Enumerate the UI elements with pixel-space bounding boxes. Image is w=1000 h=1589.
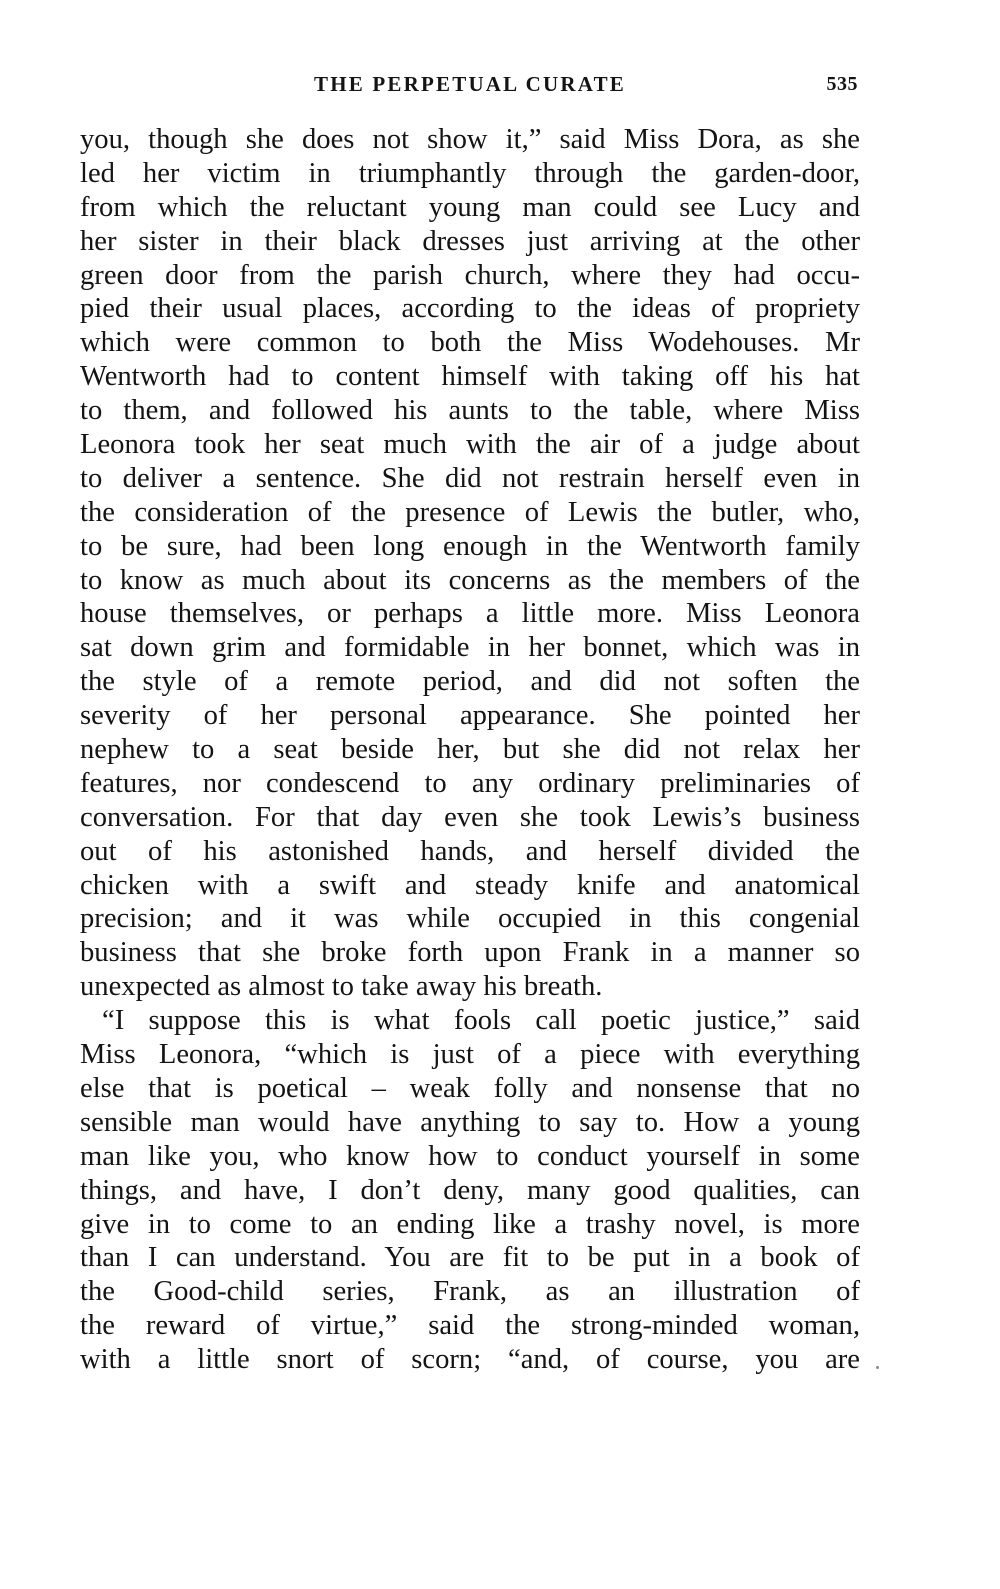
text-line: precision; and it was while occupied in this congenial (80, 903, 860, 935)
text-line: give in to come to an ending like a trashy novel, is more (80, 1208, 860, 1240)
text-line: conversation. For that day even she took Lewis’s business (80, 801, 860, 833)
text-line: the style of a remote period, and did not soften the (80, 666, 860, 698)
text-line: the Good-child series, Frank, as an illustration of (80, 1276, 860, 1308)
text-line: business that she broke forth upon Frank in a manner so (80, 937, 860, 969)
text-line: else that is poetical – weak folly and nonsense that no (80, 1072, 860, 1104)
text-line: severity of her personal appearance. She pointed her (80, 700, 860, 732)
text-line: green door from the parish church, where they had occu- (80, 259, 860, 291)
text-line: you, though she does not show it,” said Miss Dora, as she (80, 124, 860, 155)
text-line: sensible man would have anything to say to. How a young (80, 1106, 860, 1138)
text-line: out of his astonished hands, and herself divided the (80, 835, 860, 867)
text-line: Miss Leonora, “which is just of a piece with everything (80, 1039, 860, 1071)
text-line: from which the reluctant young man could see Lucy and (80, 191, 860, 223)
text-line: than I can understand. You are fit to be put in a book of (80, 1242, 860, 1274)
text-line: her sister in their black dresses just arriving at the other (80, 225, 860, 257)
text-line: to know as much about its concerns as the members of the (80, 564, 860, 596)
running-title: THE PERPETUAL CURATE (314, 72, 626, 96)
text-line: nephew to a seat beside her, but she did not relax her (80, 734, 860, 766)
paragraph-end-line: unexpected as almost to take away his breath. (80, 971, 603, 1003)
text-line: to them, and followed his aunts to the table, where Miss (80, 395, 860, 427)
text-line: Wentworth had to content himself with taking off his hat (80, 361, 860, 393)
text-line: sat down grim and formidable in her bonnet, which was in (80, 632, 860, 664)
text-line: Leonora took her seat much with the air of a judge about (80, 429, 860, 461)
text-line: to deliver a sentence. She did not restrain herself even in (80, 462, 860, 494)
text-line: pied their usual places, according to the ideas of propriety (80, 293, 860, 325)
text-line: man like you, who know how to conduct yourself in some (80, 1140, 860, 1172)
text-line: chicken with a swift and steady knife and anatomical (80, 869, 860, 901)
text-line: to be sure, had been long enough in the Wentworth family (80, 530, 860, 562)
paragraph-start-line: “I suppose this is what fools call poetic justice,” said (102, 1005, 860, 1037)
print-speck (876, 1366, 879, 1369)
body-text (80, 123, 860, 1377)
text-line: which were common to both the Miss Wodehouses. Mr (80, 327, 860, 359)
text-line: features, nor condescend to any ordinary preliminaries of (80, 767, 860, 799)
text-line: led her victim in triumphantly through the garden-door, (80, 157, 860, 189)
text-line: the reward of virtue,” said the strong-minded woman, (80, 1310, 860, 1342)
running-head (80, 72, 860, 106)
text-line: things, and have, I don’t deny, many good qualities, can (80, 1174, 860, 1206)
text-line: house themselves, or perhaps a little more. Miss Leonora (80, 598, 860, 630)
page-number: 535 (826, 73, 858, 95)
text-line: with a little snort of scorn; “and, of course, you are (80, 1344, 860, 1376)
text-line: the consideration of the presence of Lewis the butler, who, (80, 496, 860, 528)
